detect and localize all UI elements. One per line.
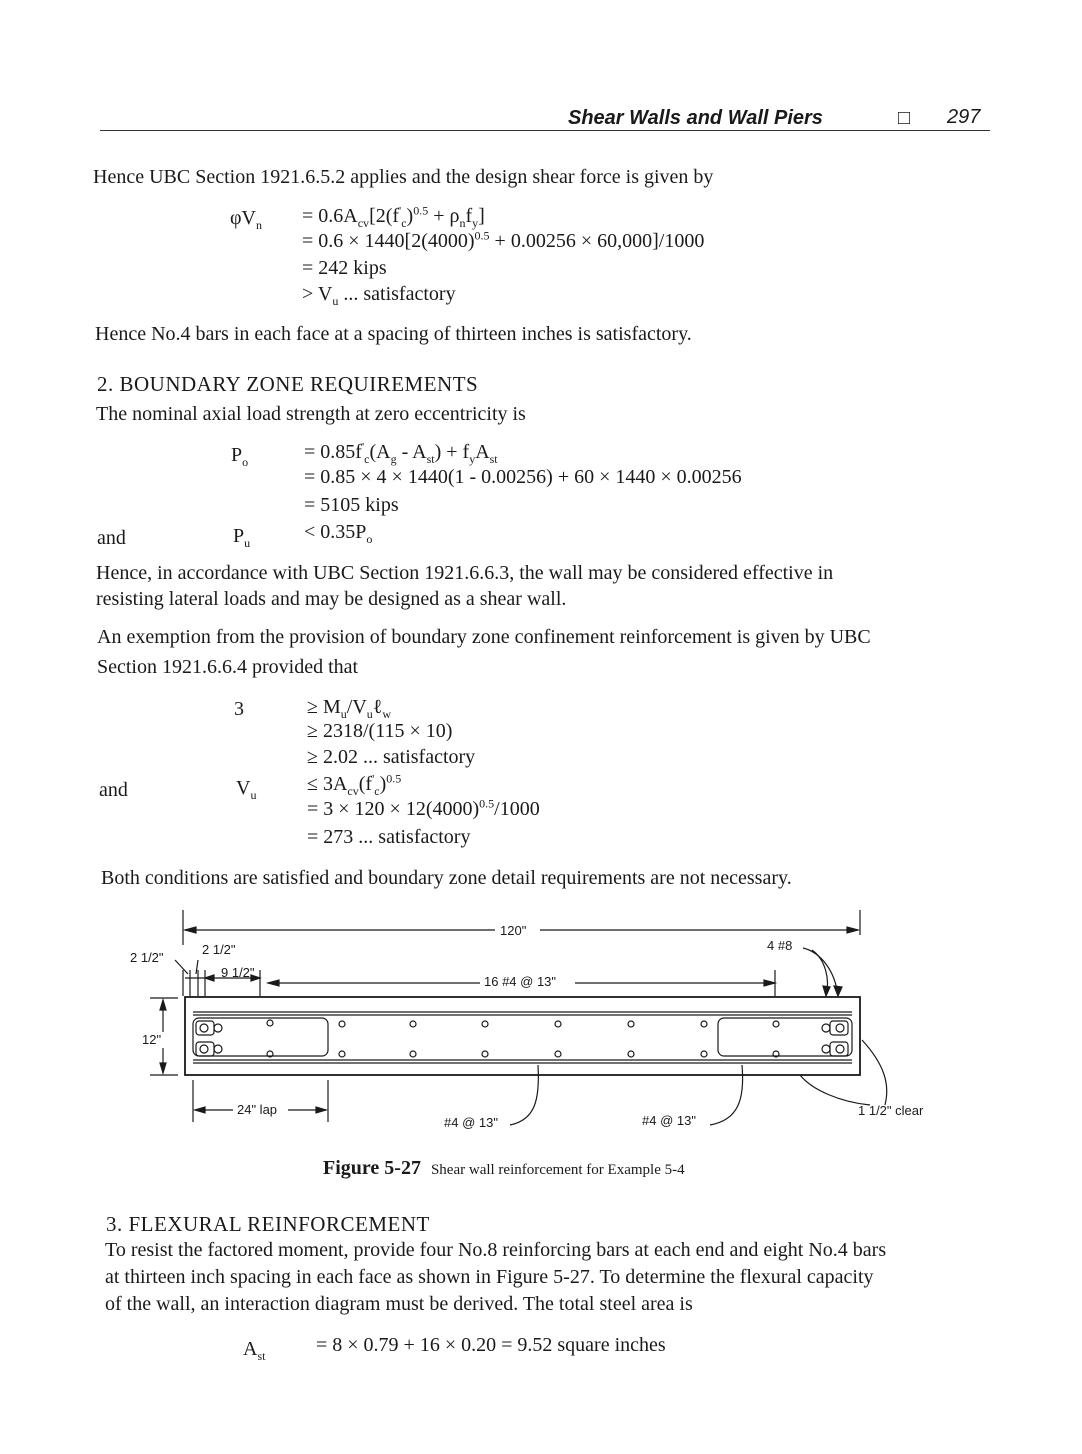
equation-line: = 5105 kips — [304, 494, 399, 516]
bar-4 — [555, 1051, 561, 1057]
page-number: 297 — [947, 106, 981, 128]
lap-hook-right — [718, 1018, 852, 1056]
hoop-right — [830, 1042, 848, 1056]
equation-lhs: 3 — [234, 698, 244, 720]
equation-line: = 273 ... satisfactory — [307, 826, 471, 848]
end-bars-label: 4 #8 — [767, 938, 793, 953]
section-heading: 2. BOUNDARY ZONE REQUIREMENTS — [97, 372, 479, 396]
arrowhead — [205, 975, 214, 981]
hoop-right — [830, 1021, 848, 1035]
paragraph: To resist the factored moment, provide four No.8 reinforcing bars at each end and eight No.4 bars — [105, 1239, 887, 1261]
bar-4 — [773, 1021, 779, 1027]
bar-4 — [410, 1021, 416, 1027]
bar-8 — [200, 1045, 208, 1053]
running-header-box: □ — [898, 107, 911, 129]
arrowhead — [764, 980, 775, 986]
dim-label-2half: 2 1/2" — [130, 950, 164, 965]
bar-8 — [214, 1024, 222, 1032]
leader — [803, 948, 838, 996]
bar-4 — [555, 1021, 561, 1027]
dim-label-12: 12" — [142, 1032, 162, 1047]
running-header-title: Shear Walls and Wall Piers — [568, 107, 823, 129]
lap-label: 24" lap — [237, 1102, 278, 1117]
equation-lhs: $P_u$ — [233, 525, 251, 550]
equation-lhs: $A_{st}$ — [243, 1338, 266, 1363]
leader — [510, 1065, 538, 1125]
equation-line: = $0.6 \times 1440[2(4000)^{0.5} + 0.00256 \times 60,000]/1000$ — [302, 228, 705, 252]
equation-line: = 242 kips — [302, 257, 387, 279]
equation-line: ≥ $M_u/V_u\ell_w$ — [307, 696, 392, 721]
bar-spacing-label: #4 @ 13" — [444, 1115, 498, 1130]
bar-4 — [410, 1051, 416, 1057]
hoop-left — [196, 1042, 214, 1056]
paragraph: The nominal axial load strength at zero eccentricity is — [96, 403, 526, 425]
hoop-left — [196, 1021, 214, 1035]
figure-caption — [323, 1157, 685, 1180]
lap-hook-left — [193, 1018, 328, 1056]
bar-4 — [628, 1051, 634, 1057]
bar-8 — [836, 1024, 844, 1032]
paragraph: Hence No.4 bars in each face at a spacing of thirteen inches is satisfactory. — [95, 323, 692, 345]
equation-line: ≥ 2318/(115 × 10) — [307, 720, 453, 742]
paragraph: of the wall, an interaction diagram must be derived. The total steel area is — [105, 1293, 693, 1315]
bar-8 — [200, 1024, 208, 1032]
header-rule — [100, 130, 990, 131]
paragraph: Section 1921.6.6.4 provided that — [97, 656, 359, 678]
paragraph: at thirteen inch spacing in each face as shown in Figure 5-27. To determine the flexural capacity — [105, 1266, 874, 1288]
shear-wall-reinforcement-figure — [0, 900, 1082, 1130]
equation-line: = 0.85 × 4 × 1440(1 - 0.00256) + 60 × 1440 × 0.00256 — [304, 466, 742, 488]
paragraph: resisting lateral loads and may be designed as a shear wall. — [96, 588, 567, 610]
equation-lhs: $V_u$ — [236, 777, 257, 802]
bar-8 — [822, 1045, 830, 1053]
leader — [800, 1075, 870, 1105]
equation-lhs: $\varphi V_n$ — [230, 207, 262, 232]
bar-spacing-label: #4 @ 13" — [642, 1113, 696, 1128]
dim-label-120: 120" — [500, 923, 527, 938]
figure-number: Figure 5-27 — [323, 1157, 421, 1179]
section-heading: 3. FLEXURAL REINFORCEMENT — [106, 1212, 430, 1236]
bar-4 — [482, 1021, 488, 1027]
paragraph: Both conditions are satisfied and boundary zone detail requirements are not necessary. — [101, 867, 792, 889]
bars-label: 16 #4 @ 13" — [484, 974, 557, 989]
and-label: and — [97, 527, 126, 549]
clear-cover-label: 1 1/2" clear — [858, 1103, 924, 1118]
leader — [175, 960, 188, 974]
and-label: and — [99, 779, 128, 801]
paragraph: An exemption from the provision of boundary zone confinement reinforcement is given by UBC — [97, 626, 871, 648]
arrowhead — [185, 927, 196, 933]
equation-line: > $V_u$ ... satisfactory — [302, 283, 456, 308]
figure-caption-text: Shear wall reinforcement for Example 5-4 — [430, 1162, 685, 1178]
equation-line: ≤ $3A_{cv}(f'_c)^{0.5}$ — [307, 771, 402, 798]
bar-4 — [339, 1021, 345, 1027]
equation-line: = $0.6A_{cv}[2(f'_c)^{0.5} + \rho_nf_y]$ — [302, 203, 485, 230]
equation-line: = $3 \times 120 \times 12(4000)^{0.5}/1000$ — [307, 796, 540, 820]
paragraph: Hence UBC Section 1921.6.5.2 applies and the design shear force is given by — [93, 166, 714, 188]
bar-4 — [339, 1051, 345, 1057]
bar-8 — [836, 1045, 844, 1053]
dim-label-9half: 9 1/2" — [221, 965, 255, 980]
leader — [710, 1065, 743, 1125]
bar-8 — [822, 1024, 830, 1032]
bar-4 — [628, 1021, 634, 1027]
equation-line: < $0.35P_o$ — [304, 521, 373, 546]
equation-lhs: $P_o$ — [231, 444, 249, 469]
equation-line: = $0.85f'_c(A_g - A_{st}) + f_yA_{st}$ — [304, 439, 498, 466]
leader — [862, 1040, 887, 1105]
equation-line: ≥ 2.02 ... satisfactory — [307, 746, 476, 768]
bar-4 — [701, 1021, 707, 1027]
equation-line: = 8 × 0.79 + 16 × 0.20 = 9.52 square inches — [316, 1334, 666, 1356]
arrowhead — [847, 927, 858, 933]
bar-4 — [482, 1051, 488, 1057]
bar-8 — [214, 1045, 222, 1053]
bar-4 — [267, 1020, 273, 1026]
bar-4 — [701, 1051, 707, 1057]
paragraph: Hence, in accordance with UBC Section 1921.6.6.3, the wall may be considered effective in — [96, 562, 834, 584]
dim-label-2half: 2 1/2" — [202, 942, 236, 957]
arrowhead — [268, 980, 279, 986]
